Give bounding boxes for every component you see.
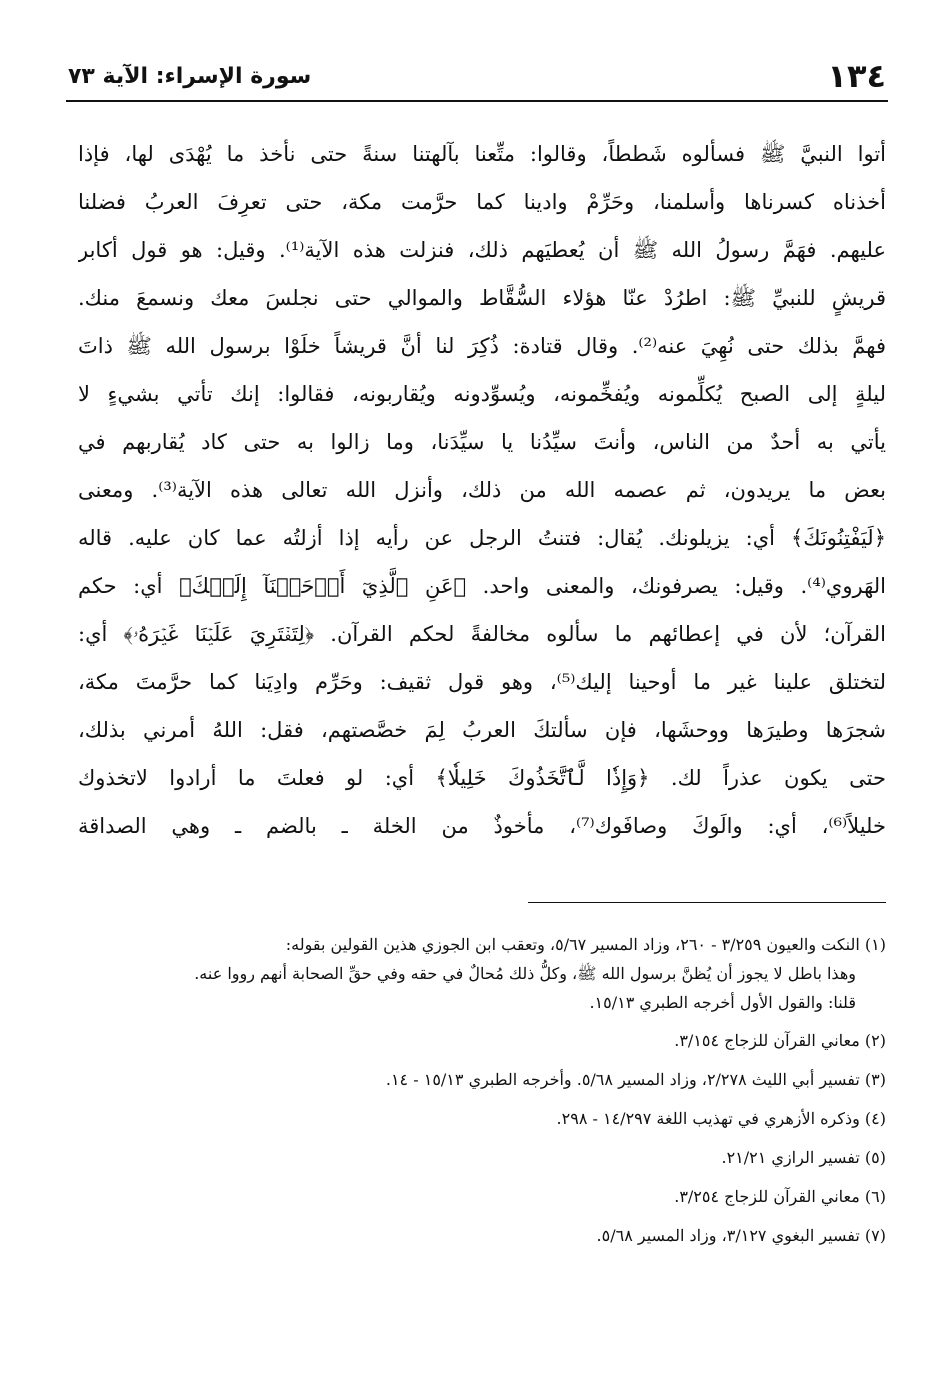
- footnote-3: (٣) تفسير أبي الليث ٢/٢٧٨، وزاد المسير ٥/٦٨. وأخرجه الطبري ١٥/١٣ - ١٤.: [385, 1070, 886, 1089]
- footnote-7: (٧) تفسير البغوي ٣/١٢٧، وزاد المسير ٥/٦٨.: [596, 1226, 886, 1245]
- text-line: خليلاً⁽⁶⁾، أي: والَوكَ وصافَوك⁽⁷⁾، مأخوذٌ من الخلة ـ بالضم ـ وهي الصداقة: [78, 814, 886, 838]
- text-line: ﴿لَيَفْتِنُونَكَ﴾ أي: يزيلونك. يُقال: فتنتُ الرجل عن رأيه إذا أزلتُه عما كان عليه. قاله: [78, 526, 886, 550]
- footnote-1-continuation: قلنا: والقول الأول أخرجه الطبري ١٥/١٣.: [589, 993, 856, 1012]
- text-line: شجرَها وطيرَها ووحشَها، فإن سألتكَ العربُ لِمَ خصَّصتهم، فقل: اللهُ أمرني بذلك،: [78, 718, 886, 742]
- text-line: القرآن؛ لأن في إعطائهم ما سألوه مخالفةً لحكم القرآن. ﴿لِتَفۡتَرِيَ عَلَيۡنَا غَيۡرَهُۥ﴾ أي:: [78, 622, 886, 646]
- spacer: [78, 1095, 886, 1103]
- footnotes: [78, 930, 886, 1251]
- main-text: [78, 130, 886, 850]
- running-title: سورة الإسراء: الآية ٧٣: [68, 64, 312, 89]
- page-number: ١٣٤: [827, 57, 886, 95]
- text-line: الهَروي⁽⁴⁾. وقيل: يصرفونك، والمعنى واحد. ﴿عَنِ ٱلَّذِيٓ أَوۡحَيۡنَآ إِلَيۡكَ﴾ أي: حكم: [78, 574, 886, 598]
- spacer: [78, 1173, 886, 1181]
- footnote-4: (٤) وذكره الأزهري في تهذيب اللغة ١٤/٢٩٧ - ٢٩٨.: [556, 1109, 886, 1128]
- footnote-5: (٥) تفسير الرازي ٢١/٢١.: [721, 1148, 886, 1167]
- text-line: أتوا النبيَّ ﷺ فسألوه شَططاً، وقالوا: متِّعنا بآلهتنا سنةً حتى نأخذ ما يُهْدَى لها، فإذا: [78, 142, 886, 166]
- text-line: بعض ما يريدون، ثم عصمه الله من ذلك، وأنزل الله تعالى هذه الآية⁽³⁾. ومعنى: [78, 478, 886, 502]
- spacer: [78, 1212, 886, 1220]
- text-line: لتختلق علينا غير ما أوحينا إليك⁽⁵⁾، وهو قول ثقيف: وحَرِّم وادِيَنا كما حرَّمتَ مكة،: [78, 670, 886, 694]
- footnote-separator: [528, 902, 886, 903]
- text-line: أخذناه كسرناها وأسلمنا، وحَرِّمْ وادينا كما حرَّمت مكة، حتى تعرِفَ العربُ فضلنا: [78, 190, 886, 214]
- footnote-2: (٢) معاني القرآن للزجاج ٣/١٥٤.: [674, 1031, 886, 1050]
- footnote-1: (١) النكت والعيون ٣/٢٥٩ - ٢٦٠، وزاد المسير ٥/٦٧، وتعقب ابن الجوزي هذين القولين بقوله:: [285, 935, 886, 954]
- text-line: عليهم. فهَمَّ رسولُ الله ﷺ أن يُعطيَهم ذلك، فنزلت هذه الآية⁽¹⁾. وقيل: هو قول أكابر: [78, 238, 886, 262]
- spacer: [78, 1134, 886, 1142]
- footnote-1-continuation: وهذا باطل لا يجوز أن يُظنَّ برسول الله ﷺ، وكلُّ ذلك مُحالٌ في حقه وفي حقِّ الصحابة أنهم رووا عنه.: [194, 964, 856, 983]
- text-line: يأتي به أحدٌ من الناس، وأنتَ سيِّدُنا يا سيِّدَنا، وما زالوا به حتى كاد يُقاربهم في: [78, 430, 886, 454]
- page-header: [66, 54, 888, 102]
- text-line: حتى يكون عذراً لك. ﴿وَإِذٗا لَّٱتَّخَذُوكَ خَلِيلٗا﴾ أي: لو فعلتَ ما أرادوا لاتخذوك: [78, 766, 886, 790]
- spacer: [78, 1056, 886, 1064]
- text-line: فهمَّ بذلك حتى نُهِيَ عنه⁽²⁾. وقال قتادة: ذُكِرَ لنا أنَّ قريشاً خلَوْا برسول الله ﷺ ذاتَ: [78, 334, 886, 358]
- text-line: قريشٍ للنبيِّ ﷺ: اطرُدْ عنّا هؤلاء السُّقَّاط والموالي حتى نجلسَ معك ونسمعَ منك.: [78, 286, 886, 310]
- text-line: ليلةٍ إلى الصبح يُكلِّمونه ويُفخِّمونه، ويُسوِّدونه ويُقاربونه، فقالوا: إنك تأتي بشيءٍ لا: [78, 382, 886, 406]
- footnote-6: (٦) معاني القرآن للزجاج ٣/٢٥٤.: [674, 1187, 886, 1206]
- spacer: [78, 1017, 886, 1025]
